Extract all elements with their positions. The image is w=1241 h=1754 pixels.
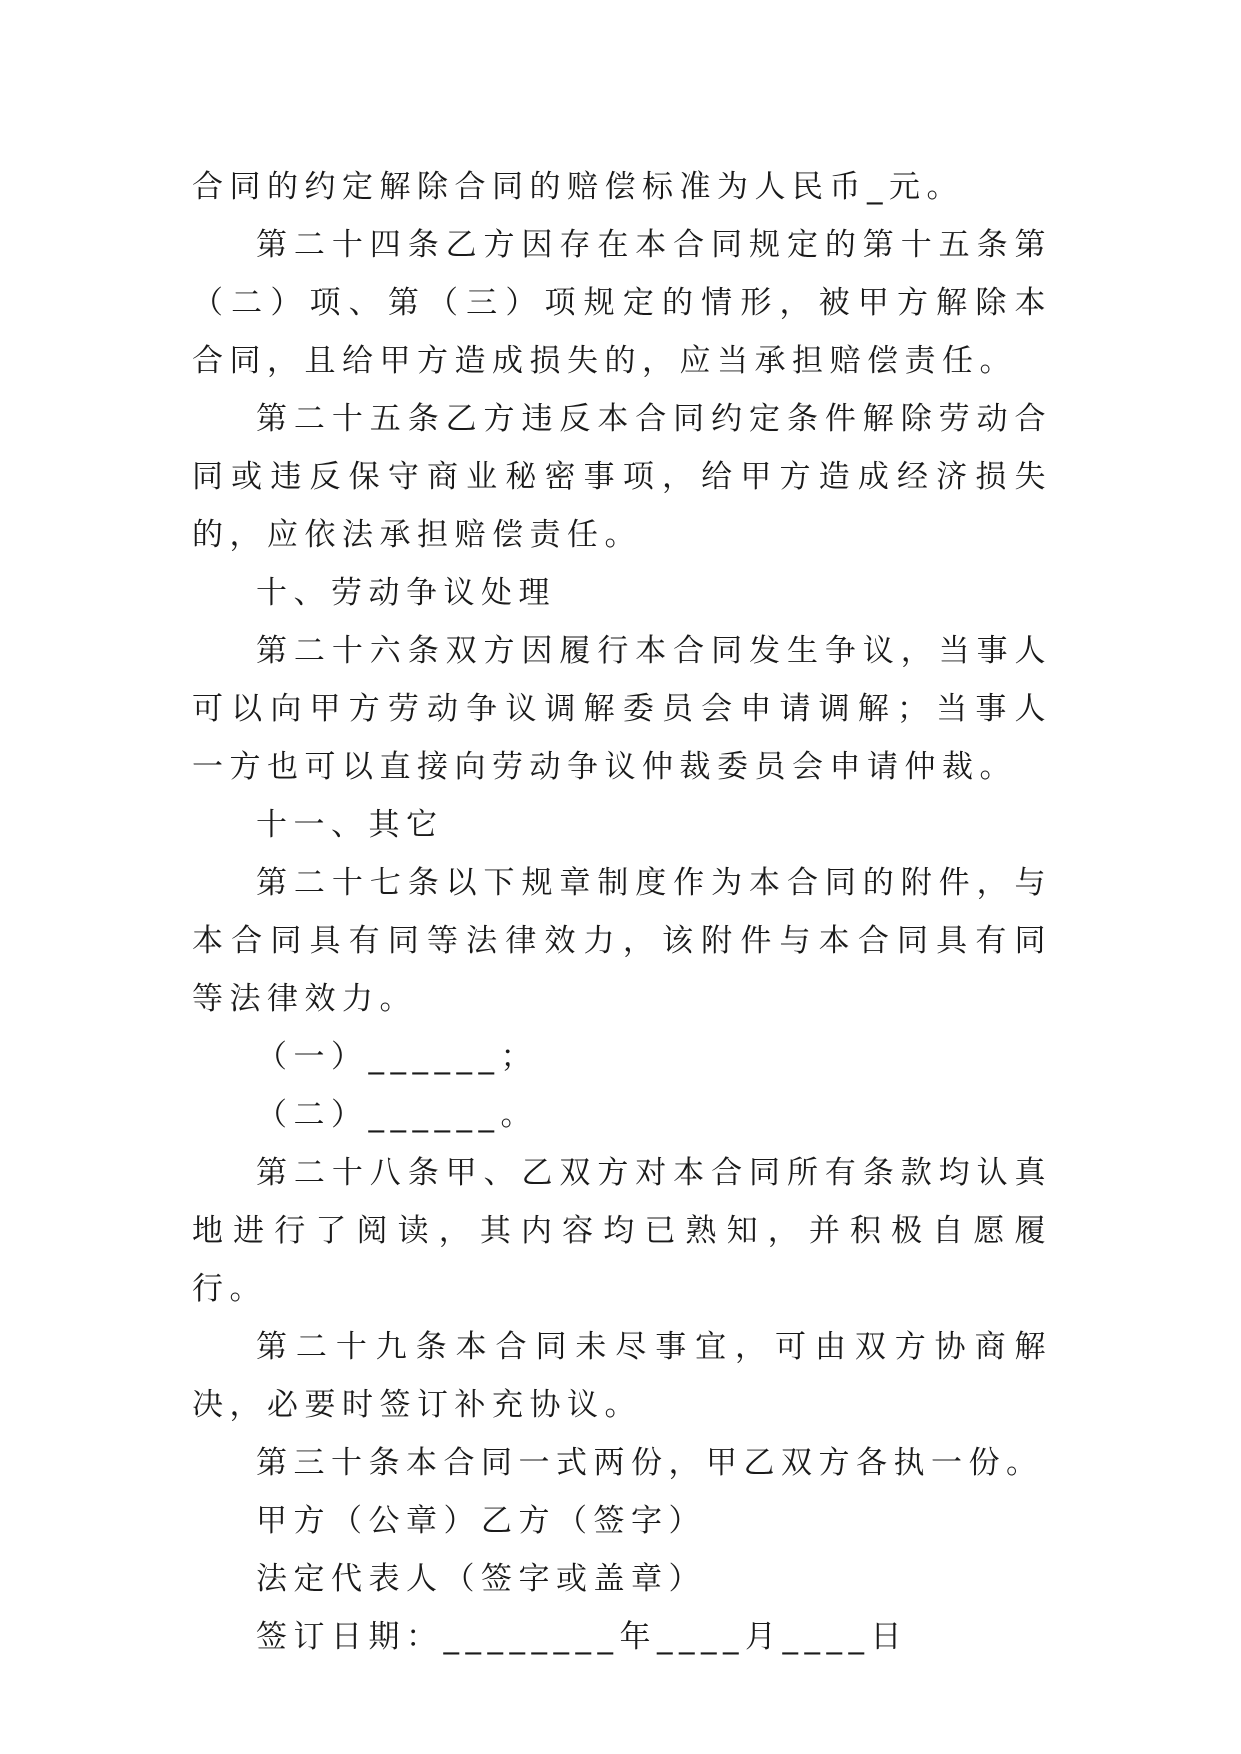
signature-legal-rep-line: 法定代表人（签字或盖章）: [256, 1561, 706, 1597]
section-heading-other: 十一、其它: [256, 807, 444, 843]
paragraph-article-24: 第二十四条乙方因存在本合同规定的第十五条第（二）项、第（三）项规定的情形，被甲方解除本合同，且给甲方造成损失的，应当承担赔偿责任。: [192, 227, 1052, 379]
paragraph-compensation-standard: 合同的约定解除合同的赔偿标准为人民币_元。: [192, 169, 964, 205]
attachment-item-1: （一）______；: [256, 1039, 538, 1075]
paragraph-article-27: 第二十七条以下规章制度作为本合同的附件，与本合同具有同等法律效力，该附件与本合同具有同等法律效力。: [192, 865, 1052, 1017]
section-heading-labor-dispute: 十、劳动争议处理: [256, 575, 556, 611]
signing-date-line: 签订日期：________年____月____日: [256, 1619, 908, 1655]
paragraph-article-29: 第二十九条本合同未尽事宜，可由双方协商解决，必要时签订补充协议。: [192, 1329, 1052, 1423]
paragraph-article-30: 第三十条本合同一式两份，甲乙双方各执一份。: [256, 1445, 1044, 1481]
paragraph-article-28: 第二十八条甲、乙双方对本合同所有条款均认真地进行了阅读，其内容均已熟知，并积极自愿履行。: [192, 1155, 1052, 1307]
attachment-item-2: （二）______。: [256, 1097, 538, 1133]
paragraph-article-26: 第二十六条双方因履行本合同发生争议，当事人可以向甲方劳动争议调解委员会申请调解；当事人一方也可以直接向劳动争议仲裁委员会申请仲裁。: [192, 633, 1052, 785]
paragraph-article-25: 第二十五条乙方违反本合同约定条件解除劳动合同或违反保守商业秘密事项，给甲方造成经济损失的，应依法承担赔偿责任。: [192, 401, 1052, 553]
signature-party-line: 甲方（公章）乙方（签字）: [256, 1503, 706, 1539]
contract-body: [192, 158, 1052, 1666]
